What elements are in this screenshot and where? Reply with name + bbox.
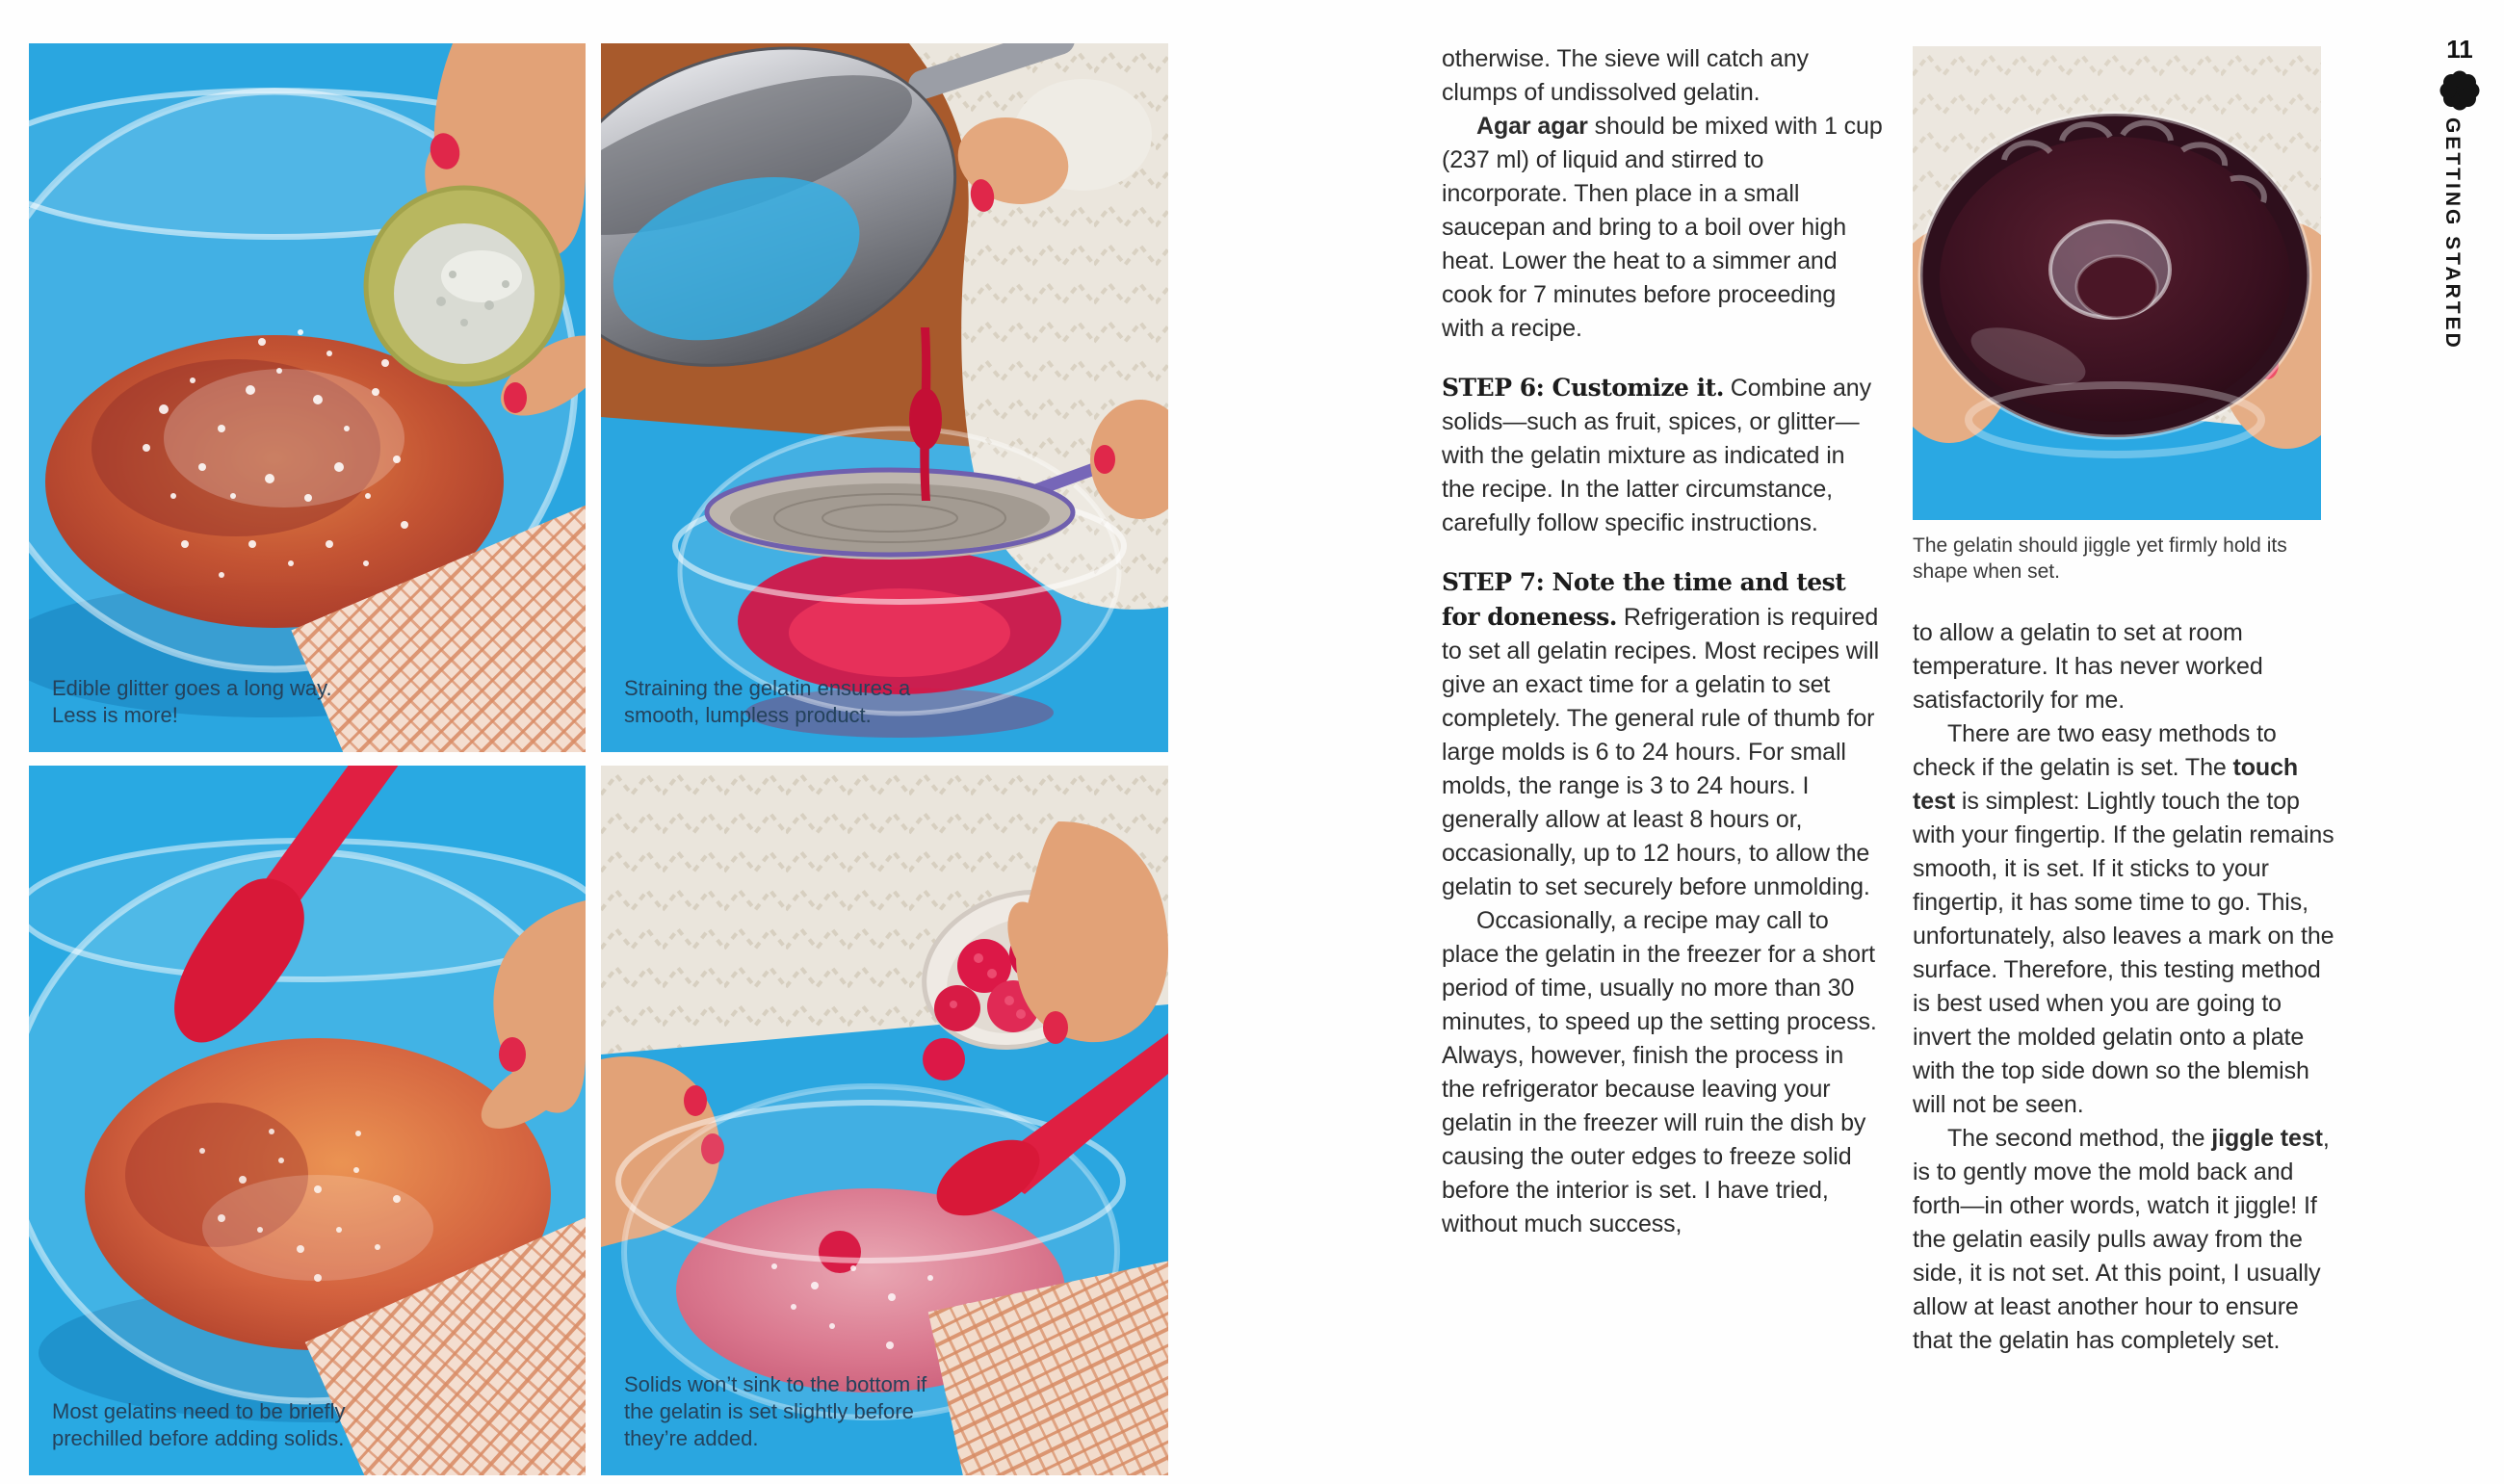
photo-mold (1913, 46, 2321, 520)
red-nail (1094, 445, 1115, 474)
glitter-sheen (164, 369, 404, 508)
text-column-right (1913, 616, 2336, 1358)
photo-caption-prechill: Most gelatins need to be briefly prechilled before adding solids. (52, 1399, 346, 1450)
paragraph-touch-test: There are two easy methods to check if the gelatin is set. The touch test is simplest: Lightly touch the top with your fingertip. If the gelatin remains smooth, it is set. If it sticks to your fingertip, it has some time to go. This, unfortunately, also leaves a mark on the surface. Therefore, this testing method is best used when you are going to invert the molded gelatin onto a plate with the top side down so the blemish will not be seen. (1913, 720, 2334, 1118)
prechill-photo-illustration (29, 766, 586, 1475)
photo-edible-glitter (29, 43, 586, 752)
solids-photo-illustration (601, 766, 1168, 1475)
straining-photo-illustration (601, 43, 1168, 752)
red-nail-2 (504, 382, 527, 413)
red-nail (684, 1085, 707, 1116)
paragraph-step-7: STEP 7: Note the time and test for doneness. Refrigeration is required to set all gelatin recipes. Most recipes will give an exact time for a gelatin to set completely. The general rule of thumb for large molds is 6 to 24 hours. For small molds, the range is 3 to 24 hours. I generally allow at least 8 hours or, occasionally, up to 12 hours, to allow the gelatin to set securely before unmolding. (1442, 568, 1880, 900)
photo-straining (601, 43, 1168, 752)
paragraph-sieve-continuation: otherwise. The sieve will catch any clumps of undissolved gelatin. (1442, 45, 1809, 106)
jelly-mold-icon (2439, 69, 2481, 112)
center-cone-inner (2076, 256, 2157, 318)
mold-photo-caption: The gelatin should jiggle yet firmly hold its shape when set. (1913, 534, 2287, 583)
paragraph-agar-agar: Agar agar should be mixed with 1 cup (237 ml) of liquid and stirred to incorporate. Then place in a small saucepan and bring to a boil over high heat. Lower the heat to a simmer and cook for 7 minutes before proceeding with a recipe. (1442, 113, 1883, 342)
stream-blob (909, 388, 942, 450)
paragraph-step-6: STEP 6: Customize it. Combine any solids—such as fruit, spices, or glitter—with the gelatin mixture as indicated in the recipe. In the latter circumstance, carefully follow specific instructions. (1442, 374, 1871, 536)
page-number: 11 (2446, 35, 2473, 64)
photo-caption-straining: Straining the gelatin ensures a smooth, lumpless product. (624, 676, 911, 727)
paragraph-freezer: Occasionally, a recipe may call to place the gelatin in the freezer for a short period of time, usually no more than 30 minutes, to speed up the setting process. Always, however, finish the process in the refrigerator because leaving your gelatin in the freezer will ruin the dish by causing the outer edges to freeze solid before the interior is set. I have tried, without much success, (1442, 907, 1877, 1237)
text-column-left (1442, 42, 1883, 1241)
red-nail-3 (1043, 1011, 1068, 1044)
paragraph-jiggle-test: The second method, the jiggle test, is to gently move the mold back and forth—in other words, watch it jiggle! If the gelatin easily pulls away from the side, it is not set. At this point, I usually allow at least another hour to ensure that the gelatin has completely set. (1913, 1125, 2330, 1354)
photo-caption-solids: Solids won’t sink to the bottom if the gelatin is set slightly before they’re added. (624, 1372, 927, 1450)
photo-prechill (29, 766, 586, 1475)
paragraph-room-temp: to allow a gelatin to set at room temperature. It has never worked satisfactorily for me. (1913, 619, 2263, 714)
glitter-photo-illustration (29, 43, 586, 752)
section-label: GETTING STARTED (2441, 117, 2464, 351)
photo-caption-glitter: Edible glitter goes a long way. Less is more! (52, 676, 332, 727)
photo-solids (601, 766, 1168, 1475)
red-nail (499, 1037, 526, 1072)
mold-photo-illustration (1913, 46, 2321, 520)
